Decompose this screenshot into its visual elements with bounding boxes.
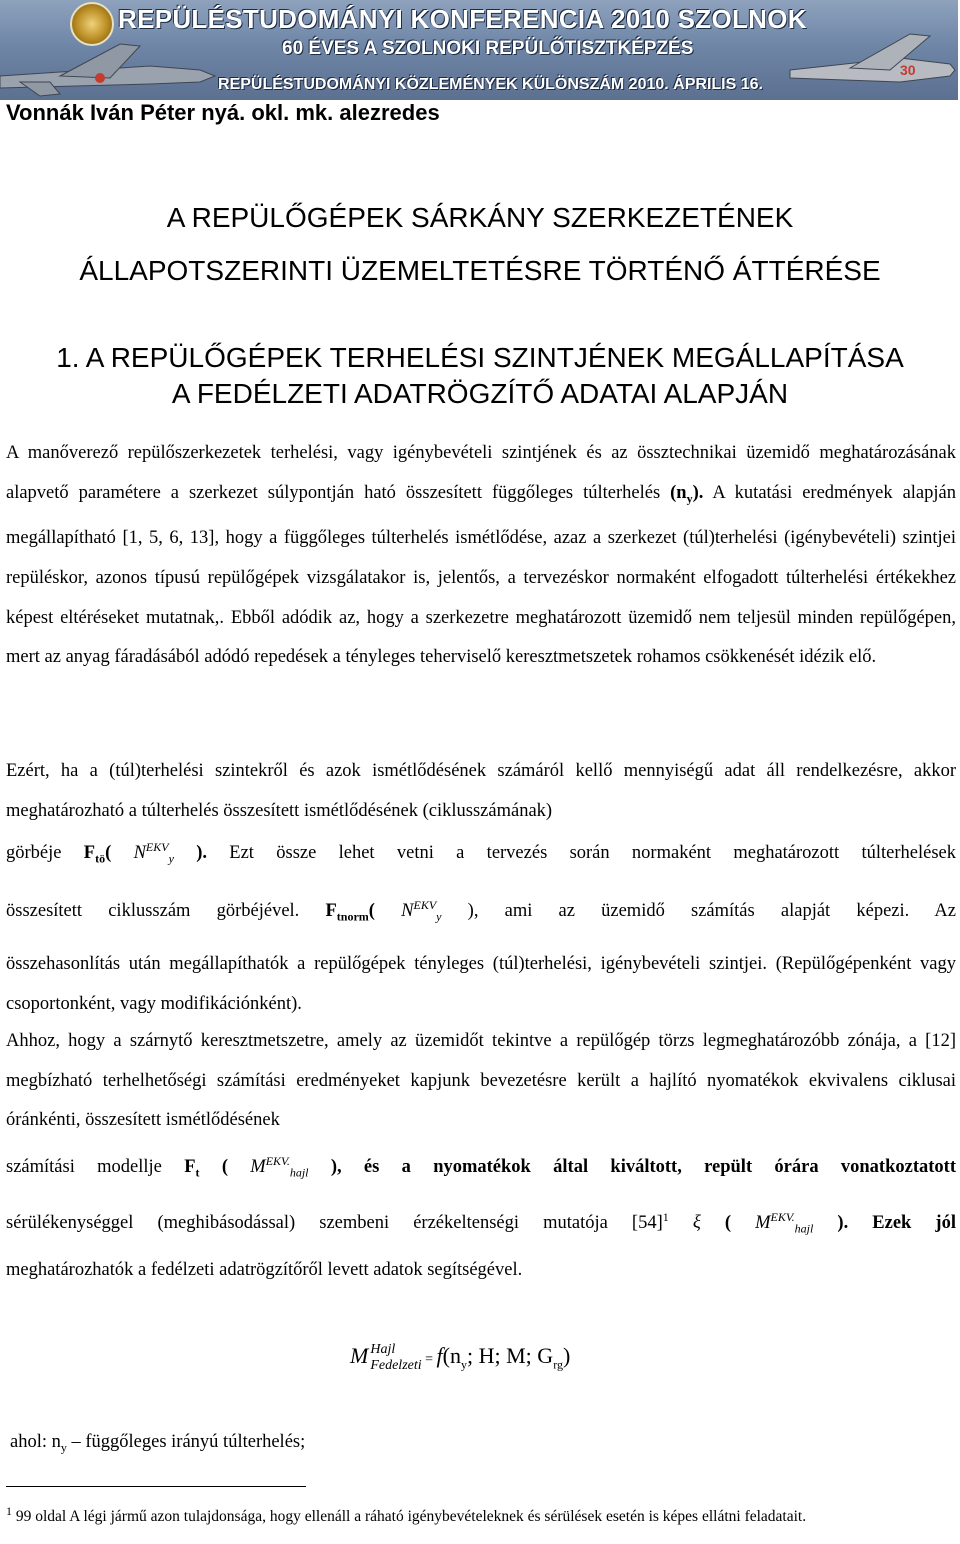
footnote-number: 1 (6, 1504, 12, 1518)
xi-symbol: ξ (668, 1213, 701, 1234)
ny-symbol: $(n_y)$. (670, 482, 704, 506)
footnote-ref: 1 (662, 1210, 669, 1224)
emblem-logo (70, 2, 114, 46)
section-heading-line-2: A FEDÉLZETI ADATRÖGZÍTŐ ADATAI ALAPJÁN (171, 378, 789, 409)
fighter-jet-right-image (780, 20, 958, 100)
paragraph-2-line-norm: összesített ciklusszám görbéjével. $F_{tnorm}$( $N^{EKV}_y$ ), ami az üzemidő számítás alapját képezi. Az (6, 898, 956, 924)
f-tnorm-symbol: $F_{tnorm}$( (325, 901, 402, 924)
where-definition: ahol: $n_y$ – függőleges irányú túlterhelés; (10, 1432, 306, 1455)
paragraph-1-text-b: A kutatási eredmények alapján megállapítható [1, 5, 6, 13], hogy a függőleges túlterhelés ismétlődése, azaz a szerkezet (túl)terhelési (igénybevételi) szintjei repüléskor, azonos típusú repülőgépek vizsgálatakor is, jelentős, a tervezéskor normaként elfogadott túlterhelési értékekhez képest eltéréseket mutatnak,. Ebből adódik az, hogy a szerkezetre meghatározott üzemidő nem teljesül minden repülőgépen, mert az anyag fáradásából adódó repedések a tényleges teherviselő keresztmetszetek rohamos csökkenését idézik elő. (6, 482, 956, 668)
fighter-jet-left-image (0, 36, 220, 100)
paragraph-2-e: összehasonlítás után megállapíthatók a repülőgépek tényleges (túl)terhelési, igénybevételi szintjei. (Repülőgépenként vagy csoportonként, vagy modifikációnként). (6, 954, 956, 1014)
footnote-divider (6, 1486, 306, 1487)
paragraph-1 (6, 434, 956, 678)
svg-text:30: 30 (900, 62, 916, 78)
conference-banner (0, 0, 958, 100)
moment-formula: M Hajl Fedelzeti = $f(n_y$; H; M; $G_{rg}$) (350, 1342, 571, 1373)
n-ekv-y-symbol-2: $N^{EKV}_y$ (401, 898, 442, 924)
m-ekv-hajl-symbol-2: $M^{EKV.}_{hajl}$ (755, 1210, 814, 1236)
paragraph-3-line-model: számítási modellje $F_t$ ( $M^{EKV.}_{hajl}$ ), és a nyomatékok által kiváltott, repült órára vonatkoztatott (6, 1154, 956, 1180)
paragraph-1-text-a: A manőverező repülőszerkezetek terhelési, vagy igénybevételi szintjének és az össztechnikai üzemidő meghatározásának alapvető paramétere a szerkezet súlypontján ható összesített függőleges túlterhelés (6, 443, 956, 503)
banner-publication-line: REPÜLÉSTUDOMÁNYI KÖZLEMÉNYEK KÜLÖNSZÁM 2010. ÁPRILIS 16. (218, 76, 763, 93)
paragraph-3-line-sensitivity: sérülékenységgel (meghibásodással) szembeni érzékeltenségi mutatója $[54]^1$ ξ ( $M^{EKV.}_{hajl}$ ). Ezek jól (6, 1210, 956, 1236)
footnote-text: 99 oldal A légi jármű azon tulajdonsága, hogy ellenáll a ráható igénybevételeknek és sérülések esetén is képes ellátni feladatait. (12, 1508, 807, 1526)
banner-subtitle: 60 ÉVES A SZOLNOKI REPÜLŐTISZTKÉPZÉS (282, 38, 694, 59)
banner-title: REPÜLÉSTUDOMÁNYI KONFERENCIA 2010 SZOLNOK (118, 4, 807, 34)
f-t-symbol: $F_t$ ( (184, 1157, 251, 1180)
footnote (6, 1500, 956, 1528)
paragraph-3-a: Ahhoz, hogy a szárnytő keresztmetszetre, amely az üzemidőt tekintve a repülőgép törzs legmeghatározóbb zónája, a [12] megbízható terhelhetőségi számítási eredményeket kapjunk bevezetésre került a hajlító nyomatékok ekvivalens ciklusai óránkénti, összesített ismétlődésének (6, 1031, 956, 1131)
paragraph-2-a: Ezért, ha a (túl)terhelési szintekről és azok ismétlődésének számáról kellő mennyiségű adat áll rendelkezésre, akkor meghatározható a túlterhelés összesített ismétlődésének (ciklusszámának) (6, 761, 956, 821)
n-ekv-y-symbol: $N^{EKV}_y$ (133, 840, 174, 866)
paper-title-line-1: A REPÜLŐGÉPEK SÁRKÁNY SZERKEZETÉNEK (166, 202, 794, 233)
author-line: Vonnák Iván Péter nyá. okl. mk. alezredes (6, 100, 440, 125)
m-ekv-hajl-symbol: $M^{EKV.}_{hajl}$ (250, 1154, 309, 1180)
paragraph-3-d: meghatározhatók a fedélzeti adatrögzítőről levett adatok segítségével. (6, 1260, 523, 1280)
paper-title-line-2: ÁLLAPOTSZERINTI ÜZEMELTETÉSRE TÖRTÉNŐ ÁTTÉRÉSE (79, 255, 881, 286)
section-heading-line-1: 1. A REPÜLŐGÉPEK TERHELÉSI SZINTJÉNEK MEGÁLLAPÍTÁSA (56, 342, 904, 373)
paragraph-2-line-curve: görbéje $F_{tö}$( $N^{EKV}_y$ ). Ezt össze lehet vetni a tervezés során normaként meghatározott túlterhelések (6, 840, 956, 866)
f-to-symbol: $F_{tö}$( (83, 843, 134, 866)
